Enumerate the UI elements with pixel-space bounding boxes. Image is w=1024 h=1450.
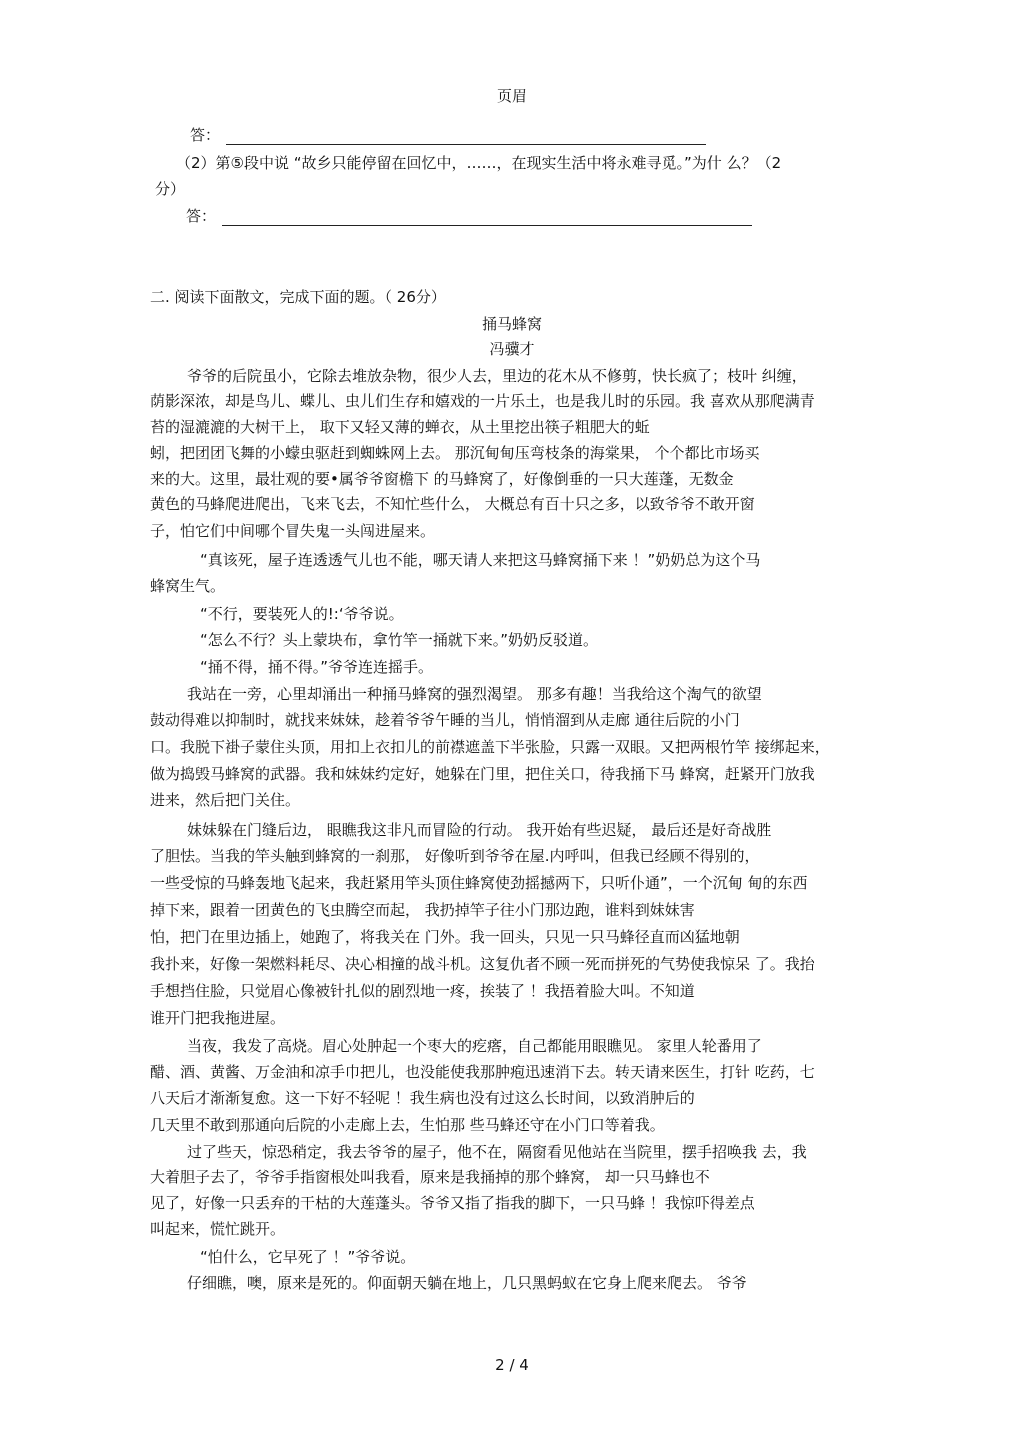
answer-line-2 — [186, 206, 752, 226]
essay-line: 进来，然后把门关住。 — [150, 791, 301, 809]
essay-line: 见了，好像一只丢弃的干枯的大莲蓬头。爷爷又指了指我的脚下，一只马蜂 ！我惊吓得差点 — [150, 1194, 755, 1212]
essay-line: “怎么不行？头上蒙块布，拿竹竿一捅就下来。”奶奶反驳道。 — [200, 631, 599, 649]
essay-line: 掉下来，跟着一团黄色的飞虫腾空而起， 我扔掉竿子往小门那边跑，谁料到妹妹害 — [150, 901, 695, 919]
answer-line-1 — [190, 125, 706, 145]
question-2-line-2: 分） — [155, 180, 186, 198]
essay-title: 捅马蜂窝 — [481, 315, 542, 333]
essay-line: 叫起来，慌忙跳开。 — [150, 1220, 286, 1238]
essay-line: 子，怕它们中间哪个冒失鬼一头闯进屋来。 — [150, 522, 436, 540]
essay-line: 醋、酒、黄酱、万金油和凉手巾把儿，也没能使我那肿疱迅速消下去。转天请来医生，打针 吃药，七 — [150, 1063, 815, 1081]
answer-label: 答： — [186, 207, 217, 225]
essay-line: 了胆怯。当我的竿头触到蜂窝的一刹那， 好像听到爷爷在屋.内呼叫，但我已经顾不得别的， — [150, 847, 760, 865]
essay-line: 大着胆子去了，爷爷手指窗根处叫我看，原来是我捅掉的那个蜂窝， 却一只马蜂也不 — [150, 1168, 710, 1186]
page-header: 页眉 — [496, 87, 527, 105]
essay-line: 来的大。这里，最壮观的要•属爷爷窗檐下 的马蜂窝了，好像倒垂的一只大莲蓬，无数金 — [150, 470, 734, 488]
essay-line: 鼓动得难以抑制时，就找来妹妹，趁着爷爷午睡的当儿，悄悄溜到从走廊 通往后院的小门 — [150, 711, 740, 729]
essay-line: 仔细瞧，噢，原来是死的。仰面朝天躺在地上，几只黑蚂蚁在它身上爬来爬去。 爷爷 — [187, 1274, 747, 1292]
answer-label: 答： — [190, 126, 221, 144]
essay-line: “真该死，屋子连透透气儿也不能，哪天请人来把这马蜂窝捅下来 ！”奶奶总为这个马 — [200, 551, 761, 569]
essay-line: 爷爷的后院虽小，它除去堆放杂物，很少人去，里边的花木从不修剪，快长疯了；枝叶 纠缠， — [187, 367, 807, 385]
answer-blank[interactable] — [226, 130, 706, 145]
essay-line: 几天里不敢到那通向后院的小走廊上去，生怕那 些马蜂还守在小门口等着我。 — [150, 1116, 665, 1134]
essay-line: 黄色的马蜂爬进爬出，飞来飞去，不知忙些什么， 大概总有百十只之多，以致爷爷不敢开窗 — [150, 495, 755, 513]
question-2-line-1: （2）第⑤段中说 “故乡只能停留在回忆中，……，在现实生活中将永难寻觅。”为什 么？（2 — [176, 154, 782, 172]
essay-line: 我站在一旁，心里却涌出一种捅马蜂窝的强烈渴望。 那多有趣！当我给这个淘气的欲望 — [187, 685, 762, 703]
essay-line: 荫影深浓，却是鸟儿、蝶儿、虫儿们生存和嬉戏的一片乐土，也是我儿时的乐园。我 喜欢从那爬满青 — [150, 392, 815, 410]
essay-line: 口。我脱下褂子蒙住头顶，用扣上衣扣儿的前襟遮盖下半张脸，只露一双眼。又把两根竹竿 接绑起来， — [150, 738, 830, 756]
essay-line: 谁开门把我拖进屋。 — [150, 1009, 286, 1027]
essay-line: 过了些天，惊恐稍定，我去爷爷的屋子，他不在，隔窗看见他站在当院里，摆手招唤我 去，我 — [187, 1143, 807, 1161]
essay-line: 手想挡住脸，只觉眉心像被针扎似的剧烈地一疼，挨装了 ！我捂着脸大叫。不知道 — [150, 982, 695, 1000]
essay-author: 冯骥才 — [489, 340, 535, 358]
essay-line: 当夜，我发了高烧。眉心处肿起一个枣大的疙瘩，自己都能用眼瞧见。 家里人轮番用了 — [187, 1037, 762, 1055]
essay-line: 蜂窝生气。 — [150, 577, 226, 595]
page-footer: 2 / 4 — [495, 1356, 529, 1374]
essay-line: 我扑来，好像一架燃料耗尽、决心相撞的战斗机。这复仇者不顾一死而拼死的气势使我惊呆 了。我抬 — [150, 955, 815, 973]
section-heading: 二. 阅读下面散文，完成下面的题。（ 26分） — [150, 288, 446, 306]
essay-line: 怕，把门在里边插上，她跑了，将我关在 门外。我一回头，只见一只马蜂径直而凶猛地朝 — [150, 928, 740, 946]
essay-line: 做为捣毁马蜂窝的武器。我和妹妹约定好，她躲在门里，把住关口，待我捅下马 蜂窝，赶紧开门放我 — [150, 765, 815, 783]
essay-line: 蚓，把团团飞舞的小蠓虫驱赶到蜘蛛网上去。 那沉甸甸压弯枝条的海棠果， 个个都比市场买 — [150, 444, 760, 462]
essay-line: 八天后才渐渐复愈。这一下好不轻呢 ！我生病也没有过这么长时间，以致消肿后的 — [150, 1089, 695, 1107]
essay-line: “怕什么，它早死了 ！”爷爷说。 — [200, 1248, 416, 1266]
essay-line: “捅不得，捅不得。”爷爷连连摇手。 — [200, 658, 434, 676]
essay-line: 苔的湿漉漉的大树干上， 取下又轻又薄的蝉衣，从土里挖出筷子粗肥大的蚯 — [150, 418, 650, 436]
essay-line: 妹妹躲在门缝后边， 眼瞧我这非凡而冒险的行动。 我开始有些迟疑， 最后还是好奇战胜 — [187, 821, 772, 839]
answer-blank[interactable] — [222, 211, 752, 226]
essay-line: “不行，要装死人的!:‘爷爷说。 — [200, 605, 404, 623]
essay-line: 一些受惊的马蜂轰地飞起来，我赶紧用竿头顶住蜂窝使劲摇撼两下，只听仆通”，一个沉甸 甸的东西 — [150, 874, 808, 892]
